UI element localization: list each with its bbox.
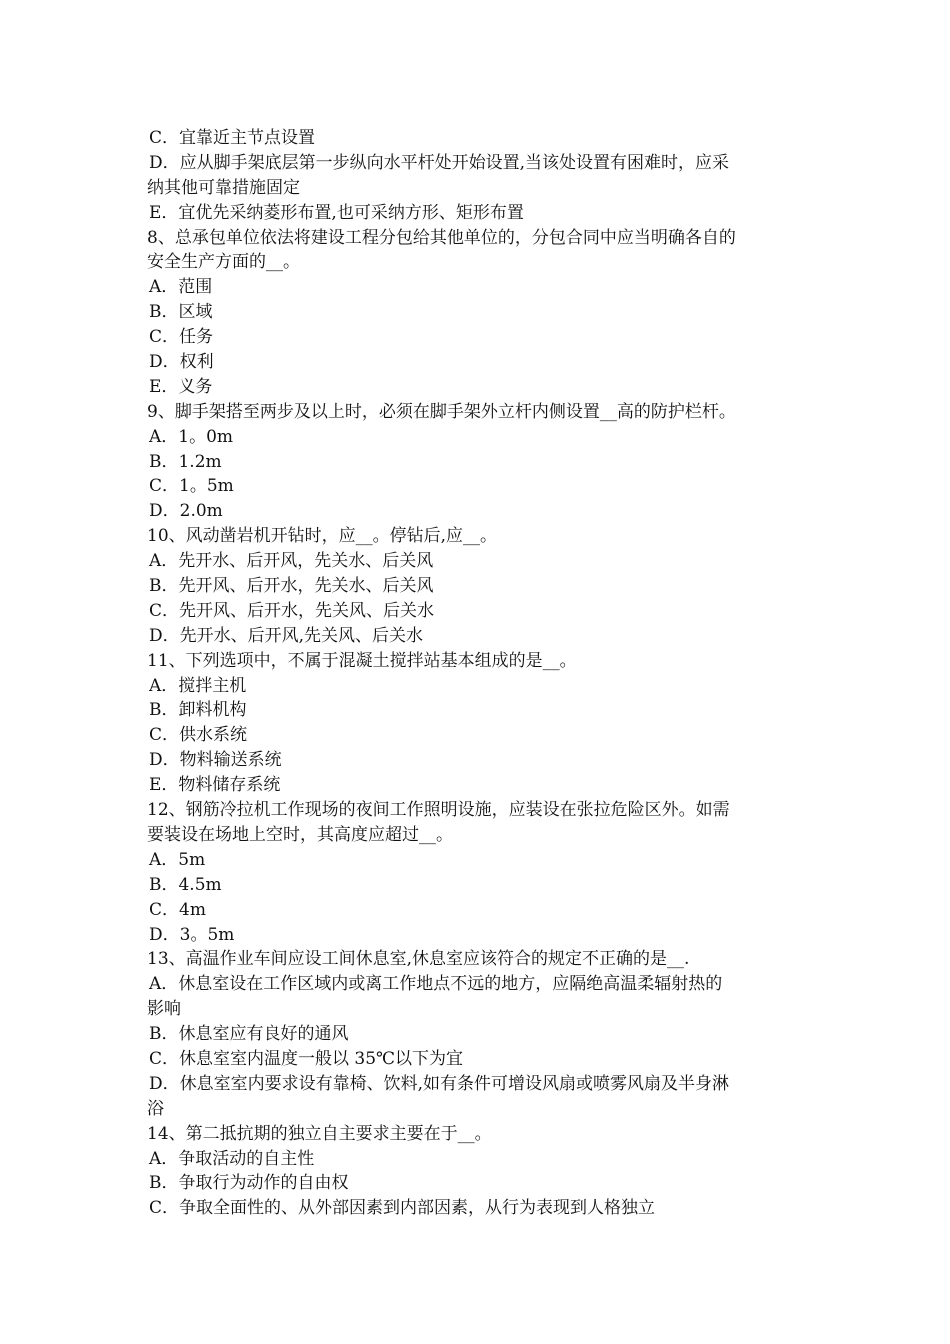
answer-option: C．4m <box>149 899 206 920</box>
answer-option: B．卸料机构 <box>149 700 247 721</box>
answer-option: D．应从脚手架底层第一步纵向水平杆处开始设置,当该处设置有困难时，应采 <box>149 152 730 173</box>
document-page <box>147 126 812 1221</box>
answer-option: C．任务 <box>149 327 214 348</box>
answer-option: E．物料储存系统 <box>149 775 281 796</box>
answer-option: B．4.5m <box>149 874 222 895</box>
answer-option: D．休息室室内要求设有靠椅、饮料,如有条件可增设风扇或喷雾风扇及半身淋 <box>149 1073 730 1094</box>
answer-option: C．争取全面性的、从外部因素到内部因素，从行为表现到人格独立 <box>149 1198 656 1219</box>
answer-option: E．义务 <box>149 376 213 397</box>
answer-option: D．2.0m <box>149 501 223 522</box>
text-continuation: 纳其他可靠措施固定 <box>147 177 300 198</box>
answer-option: B．休息室应有良好的通风 <box>149 1024 349 1045</box>
answer-option: C．先开风、后开水，先关风、后关水 <box>149 600 435 621</box>
answer-option: A．5m <box>149 849 206 870</box>
answer-option: D．3。5m <box>149 924 235 945</box>
answer-option: D．权利 <box>149 352 214 373</box>
text-continuation: 要装设在场地上空时，其高度应超过__。 <box>147 824 453 845</box>
answer-option: C．宜靠近主节点设置 <box>149 128 316 148</box>
answer-option: B．区域 <box>149 302 213 323</box>
question-text: 13、高温作业车间应设工间休息室,休息室应该符合的规定不正确的是__. <box>147 949 690 970</box>
question-text: 8、总承包单位依法将建设工程分包给其他单位的，分包合同中应当明确各自的 <box>147 227 736 248</box>
answer-option: A．搅拌主机 <box>149 675 247 696</box>
answer-option: C．1。5m <box>149 476 234 497</box>
answer-option: C．供水系统 <box>149 725 248 746</box>
answer-option: D．物料输送系统 <box>149 750 282 771</box>
question-text: 12、钢筋冷拉机工作现场的夜间工作照明设施，应装设在张拉危险区外。如需 <box>147 800 730 821</box>
answer-option: E．宜优先采纳菱形布置,也可采纳方形、矩形布置 <box>149 202 524 223</box>
answer-option: A．争取活动的自主性 <box>149 1148 315 1169</box>
text-continuation: 安全生产方面的__。 <box>147 252 300 273</box>
question-text: 14、第二抵抗期的独立自主要求主要在于__。 <box>147 1123 492 1144</box>
question-text: 9、脚手架搭至两步及以上时，必须在脚手架外立杆内侧设置__高的防护栏杆。 <box>147 401 736 422</box>
answer-option: A．先开水、后开风，先关水、后关风 <box>149 551 434 572</box>
answer-option: B．1.2m <box>149 451 222 472</box>
question-text: 11、下列选项中，不属于混凝土搅拌站基本组成的是__。 <box>147 650 577 671</box>
text-continuation: 浴 <box>147 1098 164 1119</box>
answer-option: A．1。0m <box>149 426 234 447</box>
answer-option: B．争取行为动作的自由权 <box>149 1173 349 1194</box>
text-continuation: 影响 <box>147 999 181 1020</box>
answer-option: C．休息室室内温度一般以 35℃以下为宜 <box>149 1048 464 1069</box>
answer-option: A．范围 <box>149 277 213 298</box>
question-text: 10、风动凿岩机开钻时，应__。停钻后,应__。 <box>147 526 498 547</box>
answer-option: B．先开风、后开水，先关水、后关风 <box>149 576 434 597</box>
answer-option: D．先开水、后开风,先关风、后关水 <box>149 625 424 646</box>
answer-option: A．休息室设在工作区域内或离工作地点不远的地方，应隔绝高温柔辐射热的 <box>149 974 723 995</box>
